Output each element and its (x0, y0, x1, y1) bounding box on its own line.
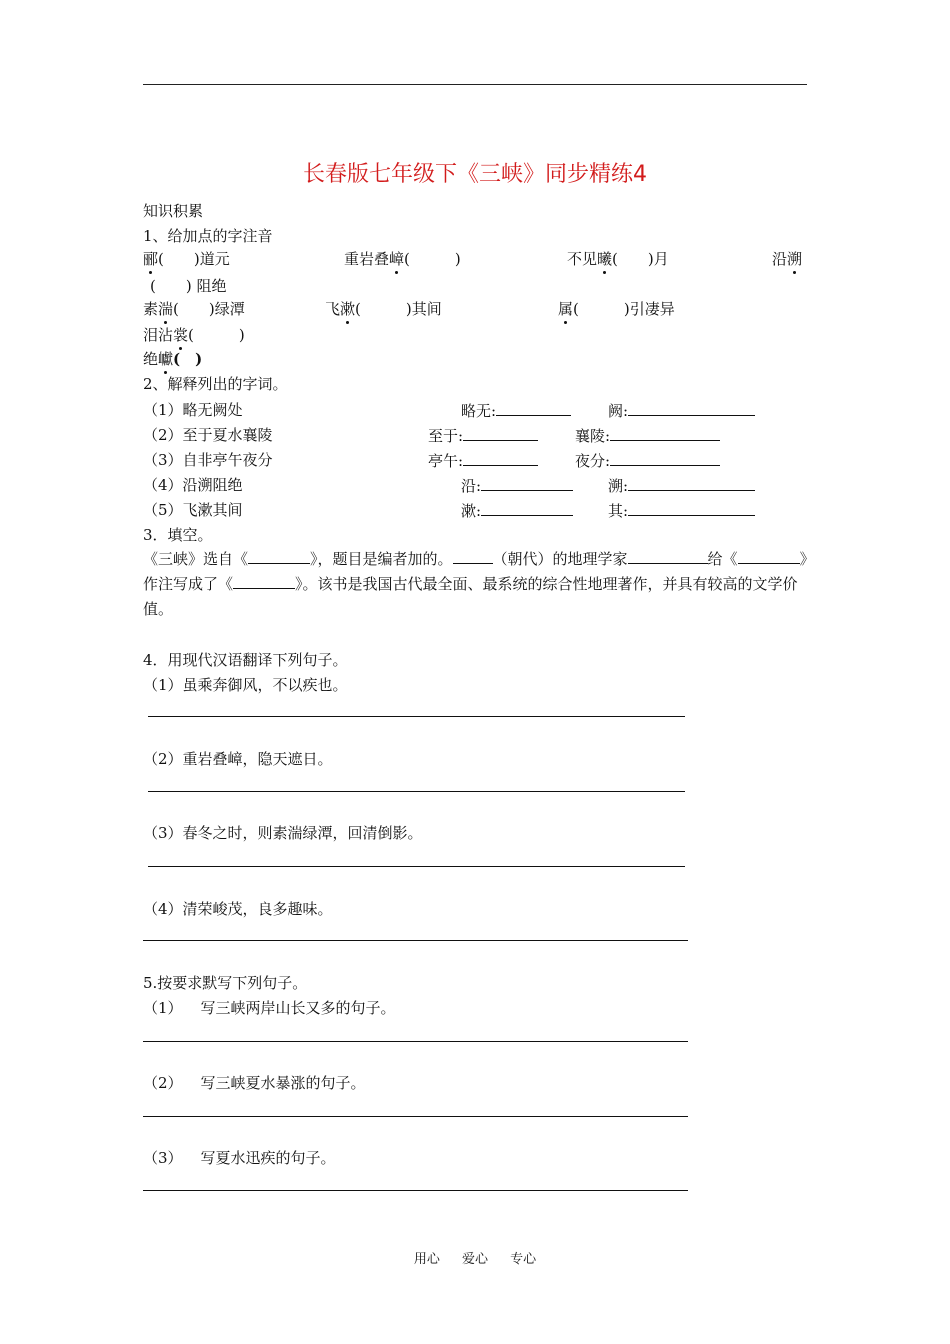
dotted-char: 裳 (173, 326, 189, 344)
blank-label: 沿: (461, 477, 482, 495)
q2-blank-a (461, 500, 573, 521)
q4-item: （1）虽乘奔御风，不以疾也。 (143, 676, 348, 694)
q5-item (143, 998, 396, 1018)
q3-paragraph (143, 547, 808, 622)
item-text: 写夏水迅疾的句子。 (200, 1149, 336, 1167)
blank-label: 漱: (461, 502, 482, 520)
q1-item-rest: ( ) (173, 350, 203, 368)
item-text: 自非亭午夜分 (182, 451, 273, 469)
item-number: （2） (143, 426, 183, 444)
q4-item: （4）清荣峻茂，良多趣味。 (143, 900, 333, 918)
blank-label: 阙: (608, 402, 629, 420)
answer-line[interactable] (143, 1041, 688, 1042)
dotted-char: 曦 (597, 250, 613, 268)
dotted-char: 漱 (340, 300, 356, 318)
q2-heading: 2、解释列出的字词。 (143, 375, 288, 393)
q2-blank-a (428, 425, 538, 446)
q2-item (143, 425, 273, 445)
item-number: （5） (143, 501, 183, 519)
q1-item-rest: ( )绿潭 (173, 300, 245, 318)
blank-label: 襄陵: (575, 427, 611, 445)
blank-label: 夜分: (575, 452, 611, 470)
item-text: 略无阙处 (182, 401, 243, 419)
q1-item (772, 249, 802, 269)
q1-item-pre: 沿 (772, 250, 788, 268)
answer-blank[interactable] (628, 500, 755, 516)
q5-item (143, 1148, 336, 1168)
page-footer: 用心 爱心 专心 (413, 1252, 537, 1267)
item-text: 沿溯阻绝 (182, 476, 243, 494)
q2-item (143, 500, 243, 520)
q1-item (558, 299, 675, 319)
q3-text: 》，题目是编者加的。 (310, 550, 453, 568)
blank-label: 亭午: (428, 452, 464, 470)
q2-blank-b (575, 425, 720, 446)
q5-heading: 5.按要求默写下列句子。 (143, 974, 308, 992)
q1-item-cont: ( ) 阻绝 (150, 277, 227, 295)
q1-item-rest: ( )引凄异 (573, 300, 675, 318)
q1-item (344, 249, 461, 269)
dotted-char: 巘 (158, 350, 174, 368)
q3-text: （朝代）的地理学家 (492, 550, 628, 568)
answer-line[interactable] (148, 866, 685, 867)
q3-heading: 3．填空。 (143, 526, 213, 544)
dotted-char: 湍 (158, 300, 174, 318)
answer-blank[interactable] (463, 450, 538, 466)
item-number: （2） (143, 1074, 183, 1092)
answer-line[interactable] (148, 791, 685, 792)
q1-item-pre: 不见 (567, 250, 598, 268)
answer-blank[interactable] (628, 475, 755, 491)
section-heading: 知识积累 (143, 202, 204, 220)
answer-blank[interactable] (233, 573, 295, 589)
item-number: （3） (143, 1149, 183, 1167)
dotted-char: 嶂 (389, 250, 405, 268)
blank-label: 略无: (461, 402, 497, 420)
q5-item (143, 1073, 366, 1093)
item-text: 写三峡夏水暴涨的句子。 (200, 1074, 366, 1092)
q2-blank-b (608, 500, 755, 521)
q3-text: 《三峡》选自《 (143, 550, 249, 568)
q2-item (143, 450, 273, 470)
answer-blank[interactable] (248, 548, 310, 564)
answer-blank[interactable] (628, 400, 755, 416)
item-number: （1） (143, 401, 183, 419)
q2-item (143, 400, 243, 420)
q1-heading: 1、给加点的字注音 (143, 227, 273, 245)
item-text: 写三峡两岸山长又多的句子。 (200, 999, 396, 1017)
q1-item-pre: 飞 (325, 300, 341, 318)
q2-blank-a (461, 475, 573, 496)
dotted-char: 属 (558, 300, 574, 318)
q1-item-rest: ( )其间 (355, 300, 442, 318)
item-number: （1） (143, 999, 183, 1017)
answer-blank[interactable] (610, 425, 720, 441)
q1-item-rest: ( )道元 (158, 250, 230, 268)
q3-text: 》。该书是我国古代最全面、最系统的综合性地理著作，并具有较高的文学价值。 (143, 575, 798, 618)
q1-item (143, 349, 202, 369)
q2-blank-b (608, 475, 755, 496)
q2-blank-b (608, 400, 755, 421)
q1-item (143, 299, 245, 319)
answer-blank[interactable] (481, 475, 573, 491)
q2-item (143, 475, 243, 495)
answer-line[interactable] (143, 940, 688, 941)
q1-item-pre: 重岩叠 (344, 250, 390, 268)
q3-text: 给《 (707, 550, 738, 568)
dotted-char: 郦 (143, 250, 159, 268)
item-text: 至于夏水襄陵 (182, 426, 273, 444)
q1-item-rest: ( ) (188, 326, 245, 344)
answer-blank[interactable] (610, 450, 720, 466)
q2-blank-a (428, 450, 538, 471)
q2-blank-b (575, 450, 720, 471)
q4-item: （2）重岩叠嶂，隐天遮日。 (143, 750, 333, 768)
answer-line[interactable] (143, 1116, 688, 1117)
answer-line[interactable] (148, 716, 685, 717)
q1-item (567, 249, 669, 269)
q1-item-pre: 泪沾 (143, 326, 174, 344)
answer-blank[interactable] (738, 548, 800, 564)
q1-item (143, 249, 230, 269)
answer-blank[interactable] (463, 425, 538, 441)
answer-blank[interactable] (453, 548, 493, 564)
blank-label: 溯: (608, 477, 629, 495)
blank-label: 其: (608, 502, 629, 520)
header-rule (143, 84, 807, 85)
blank-label: 至于: (428, 427, 464, 445)
q1-item-rest: ( )月 (612, 250, 669, 268)
page-title: 长春版七年级下《三峡》同步精练4 (303, 162, 647, 187)
answer-blank[interactable] (496, 400, 571, 416)
item-text: 飞漱其间 (182, 501, 243, 519)
q1-item-pre: 绝 (143, 350, 159, 368)
q4-heading: 4．用现代汉语翻译下列句子。 (143, 651, 348, 669)
answer-blank[interactable] (481, 500, 573, 516)
q1-item (325, 299, 442, 319)
answer-blank[interactable] (628, 548, 708, 564)
item-number: （4） (143, 476, 183, 494)
q1-item-pre: 素 (143, 300, 159, 318)
q4-item: （3）春冬之时，则素湍绿潭，回清倒影。 (143, 824, 423, 842)
answer-line[interactable] (143, 1190, 688, 1191)
dotted-char: 溯 (787, 250, 803, 268)
q1-item-rest: ( ) (404, 250, 461, 268)
q1-item (143, 325, 245, 345)
q2-blank-a (461, 400, 571, 421)
item-number: （3） (143, 451, 183, 469)
q3-text: 》作注写成了《 (143, 550, 808, 593)
